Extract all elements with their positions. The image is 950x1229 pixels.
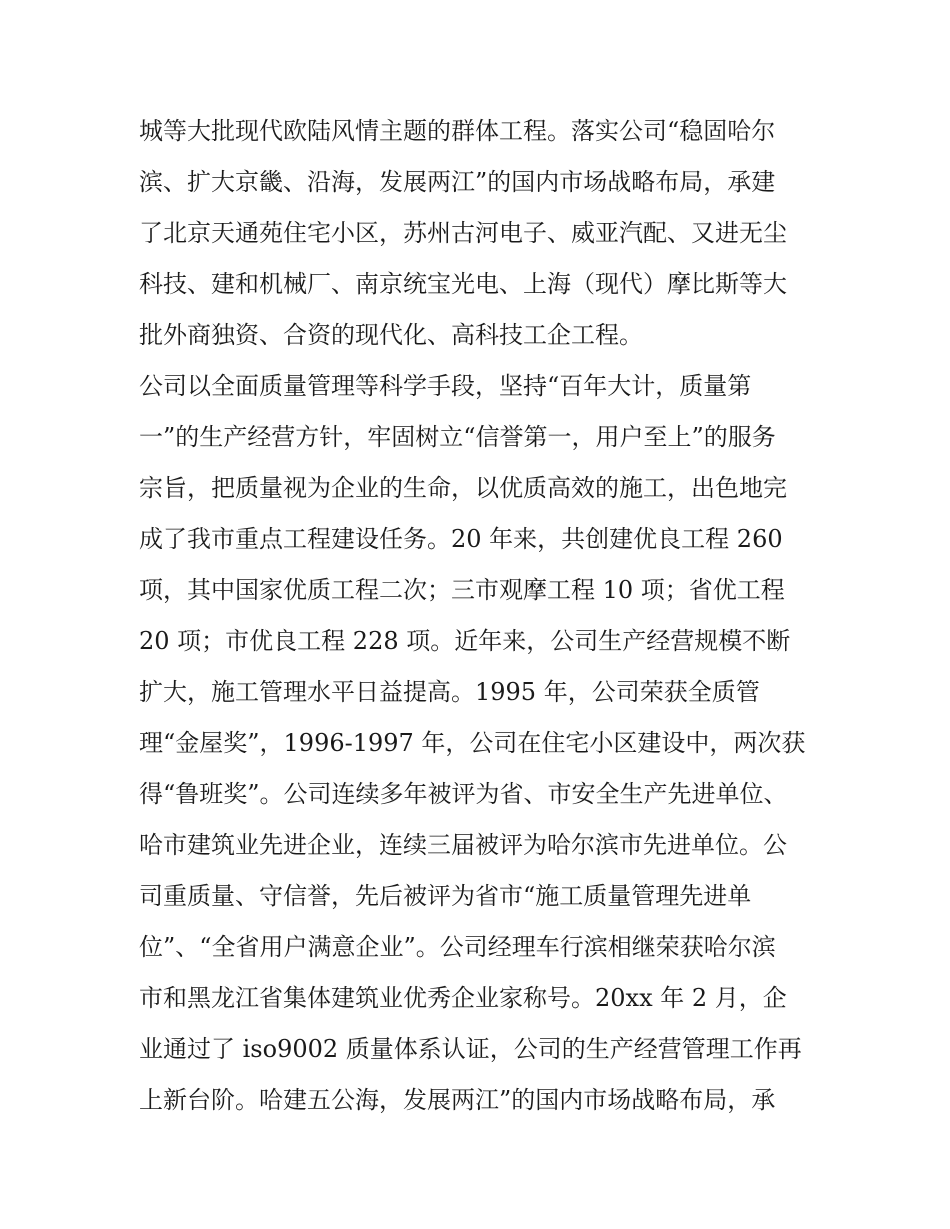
text-line: 项，其中国家优质工程二次；三市观摩工程 10 项；省优工程 [139,576,785,604]
text-line: 位”、“全省用户满意企业”。公司经理车行滨相继荣获哈尔滨 [139,933,776,961]
text-line: 一”的生产经营方针，牢固树立“信誉第一，用户至上”的服务 [139,423,776,451]
text-line: 扩大，施工管理水平日益提高。1995 年，公司荣获全质管 [139,678,760,706]
text-line: 得“鲁班奖”。公司连续多年被评为省、市安全生产先进单位、 [139,780,788,808]
text-line: 市和黑龙江省集体建筑业优秀企业家称号。20xx 年 2 月，企 [139,984,787,1012]
text-line: 公司以全面质量管理等科学手段，坚持“百年大计，质量第 [139,372,752,400]
text-line: 业通过了 iso9002 质量体系认证，公司的生产经营管理工作再 [139,1035,802,1063]
text-line: 了北京天通苑住宅小区，苏州古河电子、威亚汽配、又进无尘 [139,219,787,247]
text-line: 宗旨，把质量视为企业的生命，以优质高效的施工，出色地完 [139,474,787,502]
body-text [139,106,819,1126]
text-line: 成了我市重点工程建设任务。20 年来，共创建优良工程 260 [139,525,783,553]
text-line: 科技、建和机械厂、南京统宝光电、上海（现代）摩比斯等大 [139,270,787,298]
text-line: 理“金屋奖”，1996-1997 年，公司在住宅小区建设中，两次获 [139,729,806,757]
text-line: 哈市建筑业先进企业，连续三届被评为哈尔滨市先进单位。公 [139,831,787,859]
text-line: 滨、扩大京畿、沿海，发展两江”的国内市场战略布局，承建 [139,168,776,196]
text-line: 批外商独资、合资的现代化、高科技工企工程。 [139,321,643,349]
text-line: 上新台阶。哈建五公海，发展两江”的国内市场战略布局，承 [139,1086,776,1114]
text-line: 司重质量、守信誉，先后被评为省市“施工质量管理先进单 [139,882,752,910]
text-line: 城等大批现代欧陆风情主题的群体工程。落实公司“稳固哈尔 [139,117,776,145]
text-line: 20 项；市优良工程 228 项。近年来，公司生产经营规模不断 [139,627,791,655]
